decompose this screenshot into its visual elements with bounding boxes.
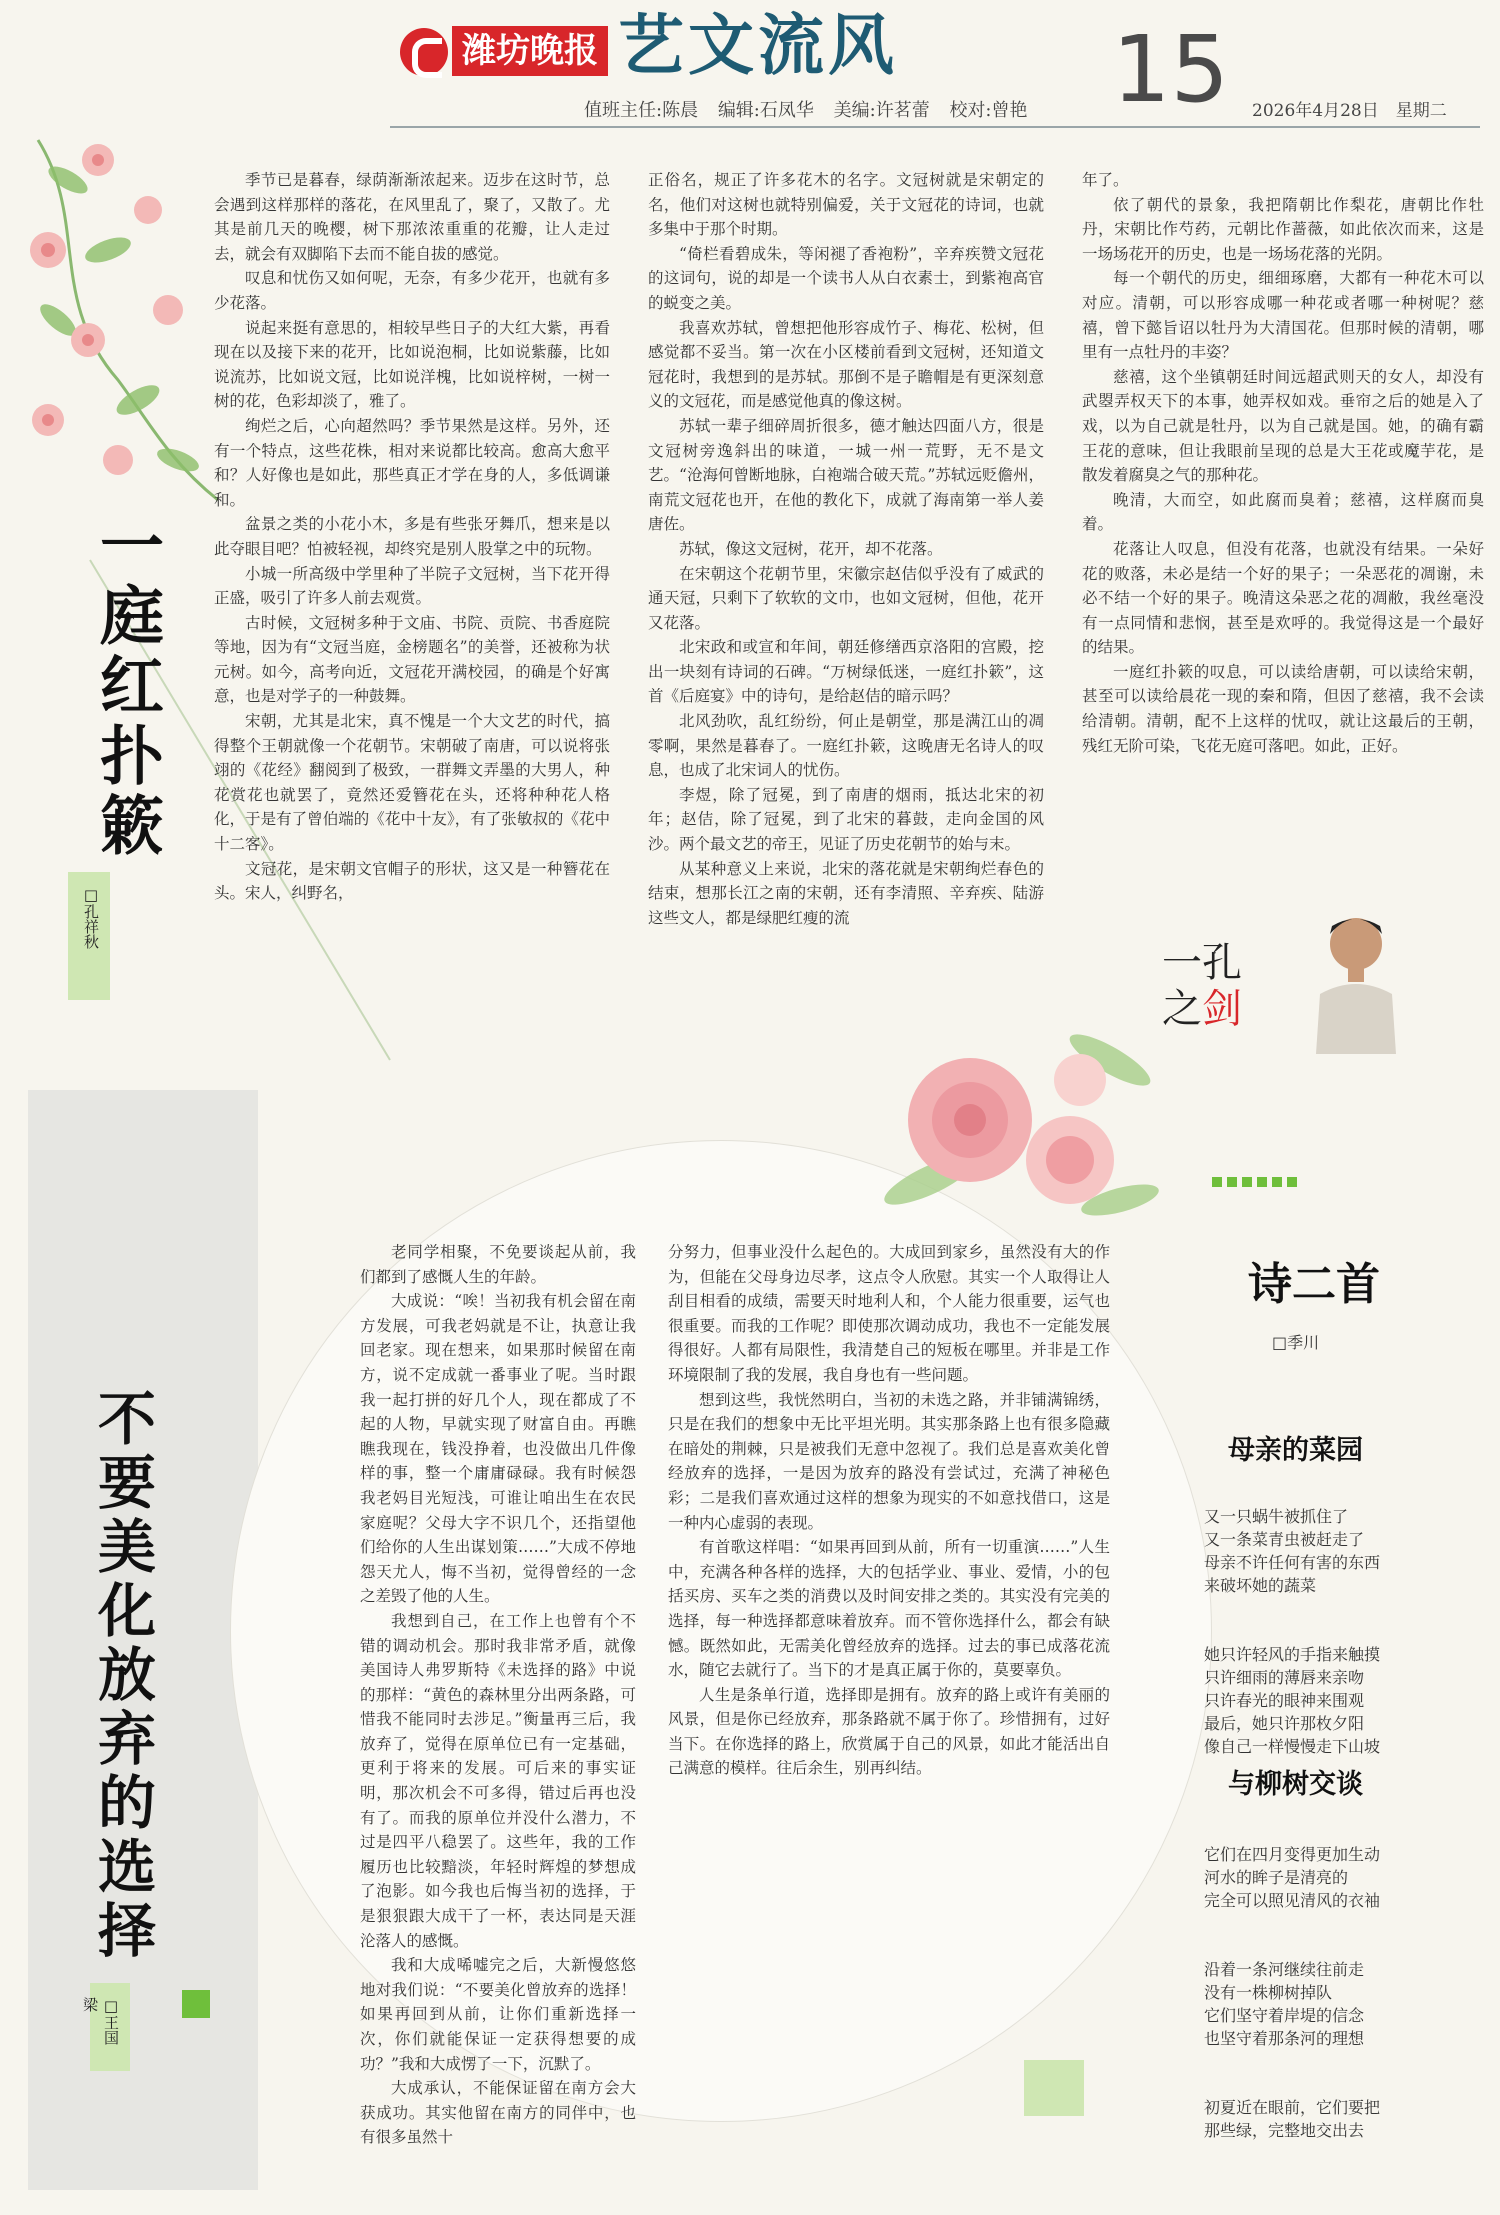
paragraph: 小城一所高级中学里种了半院子文冠树，当下花开得正盛，吸引了许多人前去观赏。 (214, 564, 610, 608)
paragraph: 分努力，但事业没什么起色的。大成回到家乡，虽然没有大的作为，但能在父母身边尽孝，这点令人欣慰。其实一个人取得让人刮目相看的成绩，需要天时地利人和，个人能力很重要，运气也很重要。而我的工作呢？即使那次调动成功，我也不一定能发展得很好。人都有局限性，我清楚自己的短板在哪里。并非是工作环境限制了我的发展，我自身也有一些问题。 (668, 1243, 1110, 1384)
paragraph: 我喜欢苏轼，曾想把他形容成竹子、梅花、松树，但感觉都不妥当。第一次在小区楼前看到文冠树，还知道文冠花时，我想到的是苏轼。那倒不是子瞻帽是有更深刻意义的文冠花，而是感觉他真的像这树。 (648, 318, 1044, 411)
paragraph: 有首歌这样唱：“如果再回到从前，所有一切重演……”人生中，充满各种各样的选择，大的包括学业、事业、爱情，小的包括买房、买车之类的消费以及时间安排之类的。其实没有完美的选择，每一种选择都意味着放弃。而不管你选择什么，都会有缺憾。既然如此，无需美化曾经放弃的选择。过去的事已成落花流水，随它去就行了。当下的才是真正属于你的，莫要辜负。 (668, 1538, 1110, 1680)
article-column (360, 1240, 636, 2147)
poem-stanza: 又一只蜗牛被抓住了 又一条菜青虫被赶走了 母亲不许任何有害的东西 来破坏她的蔬菜 (1204, 1507, 1381, 1595)
poem-stanza: 它们在四月变得更加生动 河水的眸子是清亮的 完全可以照见清风的衣袖 (1204, 1845, 1381, 1910)
editor-credits (584, 96, 1042, 122)
paragraph: 慈禧，这个坐镇朝廷时间远超武则天的女人，却没有武曌弄权天下的本事，她弄权如戏。垂帘之后的她是入了戏，以为自己就是牡丹，以为自己就是国。她，的确有霸王花的意味，但让我眼前呈现的总是大王花或魔芋花，是散发着腐臭之气的那种花。 (1082, 367, 1484, 485)
section-dots (1212, 1172, 1302, 1191)
article-column (668, 1240, 1110, 2120)
paragraph: 叹息和忧伤又如何呢，无奈，有多少花开，也就有多少花落。 (214, 269, 610, 312)
paragraph: 我和大成唏嘘完之后，大新慢悠悠地对我们说：“不要美化曾放弃的选择！如果再回到从前，让你们重新选择一次，你们就能保证一定获得想要的成功？”我和大成愣了一下，沉默了。 (360, 1956, 636, 2073)
article-column (214, 168, 610, 1088)
decor-square (1024, 2060, 1084, 2116)
editor: 编辑:石凤华 (717, 100, 814, 121)
paragraph: 北宋政和或宣和年间，朝廷修缮西京洛阳的宫殿，挖出一块刻有诗词的石碑。“万树绿低迷，一庭红扑簌”，这首《后庭宴》中的诗句，是给赵佶的暗示吗？ (648, 638, 1044, 706)
poem-body (1204, 1820, 1484, 2165)
poem-title: 母亲的菜园 (1228, 1435, 1363, 1466)
newspaper-logo-icon (400, 28, 448, 76)
article-author: □孔祥秋 (68, 872, 110, 1000)
column-badge-line: 之剑 (1162, 986, 1242, 1032)
paragraph: 绚烂之后，心向超然吗？季节果然是这样。另外，还有一个特点，这些花株，相对来说都比较高。愈高大愈平和？人好像也是如此，那些真正才学在身的人，多低调谦和。 (214, 416, 610, 509)
paragraph: 一庭红扑簌的叹息，可以读给唐朝，可以读给宋朝，甚至可以读给晨花一现的秦和隋，但因了慈禧，我不会读给清朝。清朝，配不上这样的忧叹，就让这最后的王朝，残红无阶可染，飞花无庭可落吧。如此，正好。 (1082, 662, 1484, 755)
column-badge (1162, 940, 1242, 1032)
section-title: 艺文流风 (618, 7, 898, 84)
art-editor: 美编:许茗蕾 (833, 100, 930, 121)
poem-stanza: 沿着一条河继续往前走 没有一株柳树掉队 它们坚守着岸堤的信念 也坚守着那条河的理想 (1204, 1960, 1365, 2048)
paragraph: 盆景之类的小花小木，多是有些张牙舞爪，想来是以此夺眼目吧？怕被轻视，却终究是别人股掌之中的玩物。 (214, 515, 610, 558)
author-portrait (1310, 904, 1402, 1054)
paragraph: 文冠花，是宋朝文官帽子的形状，这又是一种簪花在头。宋人，纠野名， (214, 859, 610, 903)
poem-title: 与柳树交谈 (1228, 1769, 1363, 1800)
flower-illustration (28, 140, 228, 500)
article-author: □王国梁 (90, 1983, 130, 2071)
paragraph: 我想到自己，在工作上也曾有个不错的调动机会。那时我非常矛盾，就像美国诗人弗罗斯特《未选择的路》中说的那样：“黄色的森林里分出两条路，可惜我不能同时去涉足。”衡量再三后，我放弃了，觉得在原单位已有一定基础，更利于将来的发展。可后来的事实证明，那次机会不可多得，错过后再也没有了。而我的原单位并没什么潜力，不过是四平八稳罢了。这些年，我的工作履历也比较黯淡，年轻时辉煌的梦想成了泡影。如今我也后悔当初的选择，于是狠狠跟大成干了一杯，表达同是天涯沦落人的感慨。 (360, 1611, 636, 1950)
newspaper-name: 潍坊晚报 (452, 26, 608, 76)
decor-square (182, 1990, 210, 2018)
poems-heading: 诗二首 (1248, 1259, 1380, 1310)
paragraph: 说起来挺有意思的，相较早些日子的大红大紫，再看现在以及接下来的花开，比如说泡桐，比如说紫藤，比如说流苏，比如说文冠，比如说洋槐，比如说梓树，一树一树的花，色彩却淡了，雅了。 (214, 318, 610, 411)
paragraph: 李煜，除了冠冕，到了南唐的烟雨，抵达北宋的初年；赵佶，除了冠冕，到了北宋的暮鼓，走向金国的风沙。两个最文艺的帝王，见证了历史花朝节的始与末。 (648, 785, 1044, 854)
paragraph: 晚清，大而空，如此腐而臭着；慈禧，这样腐而臭着。 (1082, 490, 1484, 534)
paragraph: “倚栏看碧成朱，等闲褪了香袍粉”，辛弃疾赞文冠花的这词句，说的却是一个读书人从白衣素士，到紫袍高官的蜕变之美。 (648, 244, 1044, 312)
paragraph: 大成说：“唉！当初我有机会留在南方发展，可我老妈就是不让，执意让我回老家。现在想来，如果那时候留在南方，说不定成就一番事业了呢。当时跟我一起打拼的好几个人，现在都成了不起的人物，早就实现了财富自由。再瞧瞧我现在，钱没挣着，也没做出几件像样的事，整一个庸庸碌碌。我有时候怨我老妈目光短浅，可谁让咱出生在农民家庭呢？父母大字不识几个，还指望他们给你的人生出谋划策……”大成不停地怨天尤人，悔不当初，觉得曾经的一念之差毁了他的人生。 (360, 1292, 636, 1606)
paragraph: 季节已是暮春，绿荫渐渐浓起来。迈步在这时节，总会遇到这样那样的落花，在风里乱了，聚了，又散了。尤其是前几天的晚樱，树下那浓浓重重的花瓣，让人走过去，就会有双脚陷下去而不能自拔的感觉。 (214, 171, 610, 263)
paragraph: 想到这些，我恍然明白，当初的未选之路，并非铺满锦绣，只是在我们的想象中无比平坦光明。其实那条路上也有很多隐藏在暗处的荆棘，只是被我们无意中忽视了。我们总是喜欢美化曾经放弃的选择，一是因为放弃的路没有尝试过，充满了神秘色彩；二是我们喜欢通过这样的想象为现实的不如意找借口，这是一种内心虚弱的表现。 (668, 1390, 1110, 1532)
page-number: 15 (1112, 16, 1230, 123)
article-column (1082, 168, 1484, 878)
paragraph: 老同学相聚，不免要谈起从前，我们都到了感慨人生的年龄。 (360, 1243, 636, 1286)
paragraph: 每一个朝代的历史，细细琢磨，大都有一种花木可以对应。清朝，可以形容成哪一种花或者哪一种树呢？慈禧，曾下懿旨诏以牡丹为大清国花。但那时候的清朝，哪里有一点牡丹的丰姿？ (1082, 269, 1484, 362)
paragraph: 在宋朝这个花朝节里，宋徽宗赵佶似乎没有了威武的通天冠，只剩下了软软的文巾，也如文冠树，但他，花开又花落。 (648, 564, 1044, 632)
poem-stanza: 初夏近在眼前，它们要把 那些绿，完整地交出去 (1204, 2098, 1381, 2140)
paragraph: 大成承认，不能保证留在南方会大获成功。其实他留在南方的同伴中，也有很多虽然十 (360, 2079, 636, 2147)
paragraph: 古时候，文冠树多种于文庙、书院、贡院、书香庭院等地，因为有“文冠当庭，金榜题名”的美誉，还被称为状元树。如今，高考向近，文冠花开满校园，的确是个好寓意，也是对学子的一种鼓舞。 (214, 613, 610, 706)
paragraph: 苏轼一辈子细碎周折很多，德才触达四面八方，很是文冠树旁逸斜出的味道，一城一州一荒野，无不是文艺。“沧海何曾断地脉，白袍端合破天荒。”苏轼远贬儋州，南荒文冠花也开，在他的教化下，成就了海南第一举人姜唐佐。 (648, 416, 1044, 534)
poem-stanza: 她只许轻风的手指来触摸 只许细雨的薄唇来亲吻 只许春光的眼神来围观 最后，她只许那枚夕阳 像自己一样慢慢走下山坡 (1204, 1645, 1381, 1756)
poem-body (1204, 1482, 1484, 1781)
paragraph: 北风劲吹，乱红纷纷，何止是朝堂，那是满江山的凋零啊，果然是暮春了。一庭红扑簌，这晚唐无名诗人的叹息，也成了北宋词人的忧伤。 (648, 712, 1044, 780)
paragraph: 宋朝，尤其是北宋，真不愧是一个大文艺的时代，搞得整个王朝就像一个花朝节。宋朝破了南唐，可以说将张翊的《花经》翻阅到了极致，一群舞文弄墨的大男人，种花赏花也就罢了，竟然还爱簪花在头，还将种种花人格化，于是有了曾伯端的《花中十友》，有了张敏叔的《花中十二客》。 (214, 712, 610, 854)
paragraph: 人生是条单行道，选择即是拥有。放弃的路上或许有美丽的风景，但是你已经放弃，那条路就不属于你了。珍惜拥有，过好当下。在你选择的路上，欣赏属于自己的风景，如此才能活出自己满意的模样。往后余生，别再纠结。 (668, 1685, 1110, 1778)
poems-author: □季川 (1272, 1333, 1320, 1352)
paragraph: 依了朝代的景象，我把隋朝比作梨花，唐朝比作牡丹，宋朝比作芍药，元朝比作蔷薇，如此依次而来，这是一场场花开的历史，也是一场场花落的光阴。 (1082, 195, 1484, 263)
masthead (0, 0, 1500, 140)
proofreader: 校对:曾艳 (949, 100, 1028, 121)
paragraph: 正俗名，规正了许多花木的名字。文冠树就是宋朝定的名，他们对这树也就特别偏爱，关于文冠花的诗词，也就多集中于那个时期。 (648, 171, 1044, 239)
paragraph: 苏轼，像这文冠树，花开，却不花落。 (679, 539, 943, 558)
column-badge-line: 一孔 (1162, 940, 1242, 986)
dateline: 2026年4月28日 星期二 (1252, 101, 1447, 121)
duty-chief: 值班主任:陈晨 (584, 100, 699, 121)
paragraph: 年了。 (1082, 171, 1129, 189)
article-column (648, 168, 1044, 1088)
article-title: 不要美化放弃的选择 (88, 1388, 156, 1964)
header-rule (390, 126, 1480, 128)
article-title: 一庭红扑簌 (89, 512, 163, 862)
paragraph: 从某种意义上来说，北宋的落花就是宋朝绚烂春色的结束，想那长江之南的宋朝，还有李清照、辛弃疾、陆游这些文人，都是绿肥红瘦的流 (648, 859, 1044, 927)
paragraph: 花落让人叹息，但没有花落，也就没有结果。一朵好花的败落，未必是结一个好的果子；一朵恶花的凋谢，未必不结一个好的果子。晚清这朵恶之花的凋敝，我丝毫没有一点同情和悲悯，甚至是欢呼的。我觉得这是一个最好的结果。 (1082, 539, 1484, 657)
